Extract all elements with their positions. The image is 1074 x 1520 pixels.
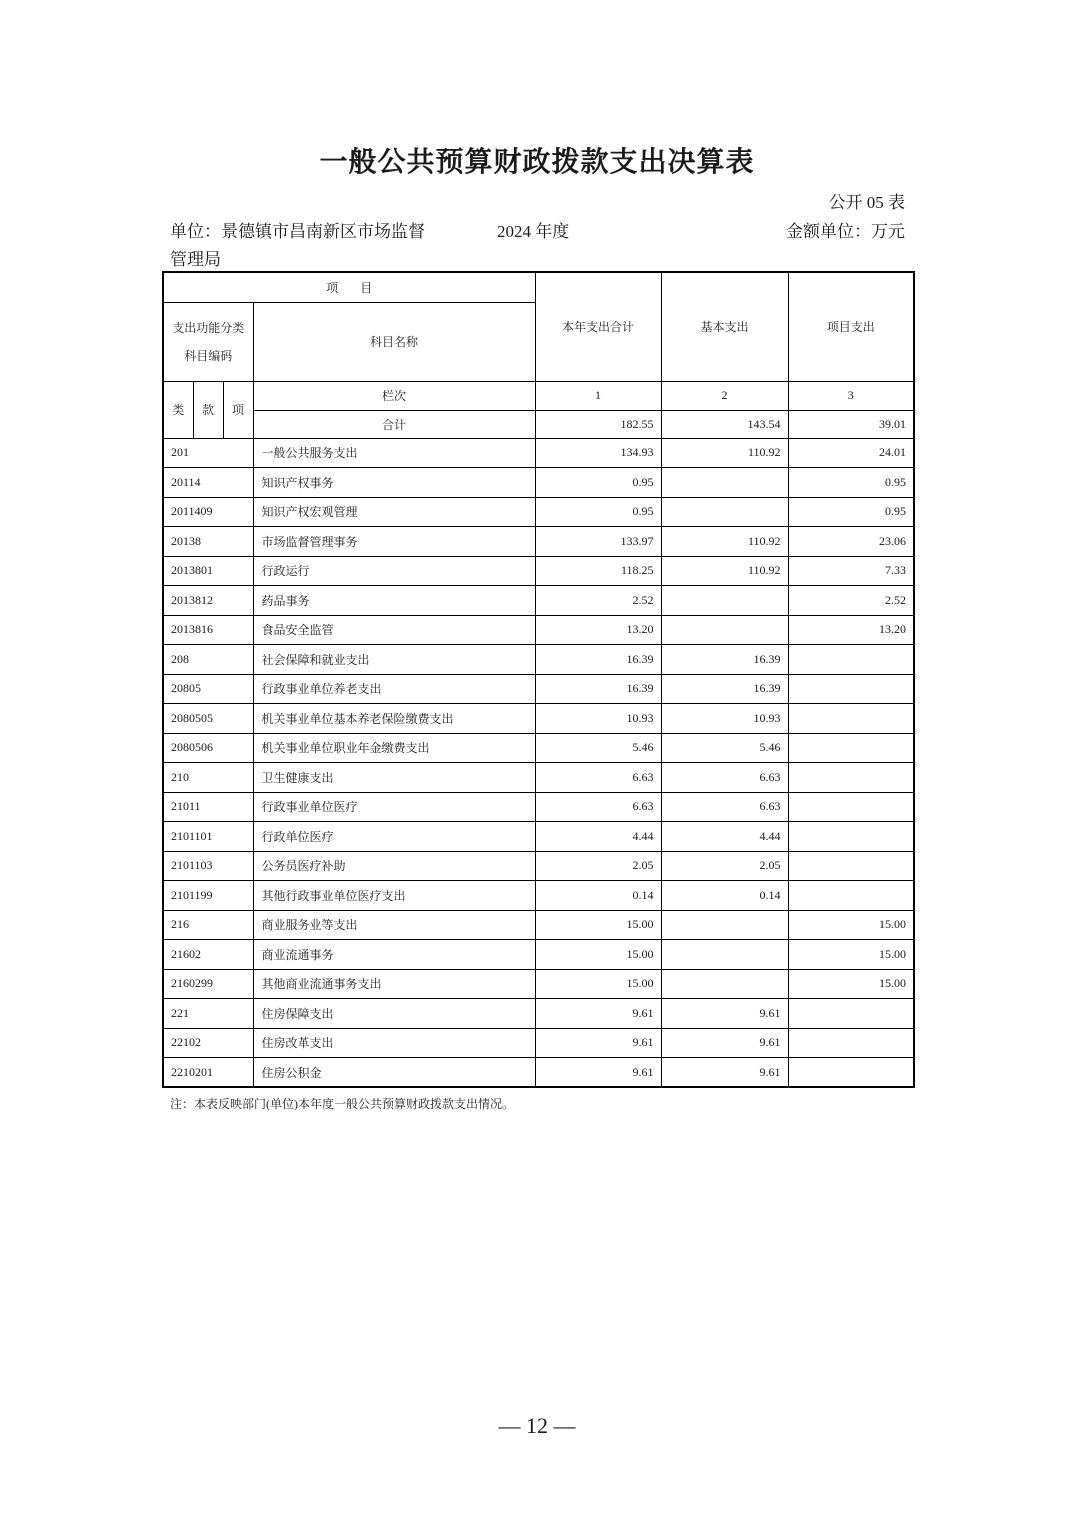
subject-name: 一般公共服务支出: [253, 438, 535, 468]
basic-amount: [661, 497, 788, 527]
total-amount: 5.46: [535, 733, 661, 763]
subject-name: 商业服务业等支出: [253, 910, 535, 940]
project-amount: [788, 733, 914, 763]
total-row: [163, 410, 914, 438]
project-amount: 15.00: [788, 910, 914, 940]
total-amount: 133.97: [535, 527, 661, 557]
total-amount: 10.93: [535, 704, 661, 734]
subject-code: 2013816: [163, 615, 253, 645]
subject-name-header: 科目名称: [253, 302, 535, 381]
subject-name: 知识产权宏观管理: [253, 497, 535, 527]
subject-code: 21011: [163, 792, 253, 822]
project-amount: [788, 792, 914, 822]
total-label: 合计: [253, 410, 535, 438]
subject-name: 机关事业单位职业年金缴费支出: [253, 733, 535, 763]
table-row: [163, 615, 914, 645]
code-group-header: [163, 302, 253, 381]
total-amount: 2.52: [535, 586, 661, 616]
column-number: 3: [788, 381, 914, 410]
table-row: [163, 910, 914, 940]
total-amount: 2.05: [535, 851, 661, 881]
subject-name: 其他商业流通事务支出: [253, 969, 535, 999]
subject-code: 208: [163, 645, 253, 675]
basic-header: 基本支出: [661, 272, 788, 381]
subject-name: 行政事业单位医疗: [253, 792, 535, 822]
total-header: 本年支出合计: [535, 272, 661, 381]
basic-amount: 16.39: [661, 674, 788, 704]
subject-code: 210: [163, 763, 253, 793]
total-amount: 6.63: [535, 763, 661, 793]
subject-code: 20114: [163, 468, 253, 498]
basic-amount: 110.92: [661, 438, 788, 468]
kuan-header: 款: [193, 381, 223, 438]
basic-amount: [661, 940, 788, 970]
basic-amount: [661, 615, 788, 645]
total-amount: 4.44: [535, 822, 661, 852]
basic-amount: 16.39: [661, 645, 788, 675]
total-amount: 118.25: [535, 556, 661, 586]
subject-name: 行政单位医疗: [253, 822, 535, 852]
page-number: — 12 —: [498, 1413, 576, 1438]
total-amount: 15.00: [535, 940, 661, 970]
subject-code: 2080505: [163, 704, 253, 734]
subject-name: 住房公积金: [253, 1058, 535, 1088]
basic-amount: [661, 586, 788, 616]
project-amount: [788, 704, 914, 734]
project-amount: [788, 822, 914, 852]
basic-amount: 6.63: [661, 792, 788, 822]
code-group-header-line1: 支出功能分类: [172, 320, 245, 335]
total-amount: 9.61: [535, 1058, 661, 1088]
project-amount: 23.06: [788, 527, 914, 557]
subject-name: 其他行政事业单位医疗支出: [253, 881, 535, 911]
column-number: 1: [535, 381, 661, 410]
subject-code: 221: [163, 999, 253, 1029]
header-row: [163, 272, 914, 302]
table-row: [163, 881, 914, 911]
basic-amount: 110.92: [661, 556, 788, 586]
total-amount: 0.95: [535, 497, 661, 527]
total-amount: 0.95: [535, 468, 661, 498]
project-amount: 0.95: [788, 468, 914, 498]
subject-code: 2160299: [163, 969, 253, 999]
project-amount: 0.95: [788, 497, 914, 527]
basic-amount: 0.14: [661, 881, 788, 911]
basic-amount: [661, 468, 788, 498]
column-number-label: 栏次: [253, 381, 535, 410]
table-row: [163, 1028, 914, 1058]
column-number-row: [163, 381, 914, 410]
total-amount: 9.61: [535, 999, 661, 1029]
project-amount: [788, 999, 914, 1029]
table-note: 注：本表反映部门(单位)本年度一般公共预算财政拨款支出情况。: [170, 1097, 514, 1111]
project-amount: 13.20: [788, 615, 914, 645]
subject-code: 2101199: [163, 881, 253, 911]
project-amount: [788, 1028, 914, 1058]
subject-name: 知识产权事务: [253, 468, 535, 498]
project-amount: 15.00: [788, 969, 914, 999]
table-row: [163, 586, 914, 616]
table-row: [163, 763, 914, 793]
total-amount: 134.93: [535, 438, 661, 468]
subject-name: 行政事业单位养老支出: [253, 674, 535, 704]
page-title: 一般公共预算财政拨款支出决算表: [319, 147, 755, 178]
total-amount: 16.39: [535, 645, 661, 675]
table-row: [163, 851, 914, 881]
subject-code: 2011409: [163, 497, 253, 527]
table-row: [163, 556, 914, 586]
amount-unit: 金额单位：万元: [786, 222, 905, 241]
table-row: [163, 674, 914, 704]
table-row: [163, 468, 914, 498]
table-row: [163, 704, 914, 734]
table-body: [163, 438, 914, 1087]
basic-amount: [661, 969, 788, 999]
subject-code: 20805: [163, 674, 253, 704]
subject-code: 2210201: [163, 1058, 253, 1088]
project-amount: [788, 674, 914, 704]
project-amount: 24.01: [788, 438, 914, 468]
basic-amount: 4.44: [661, 822, 788, 852]
table-row: [163, 438, 914, 468]
subject-code: 22102: [163, 1028, 253, 1058]
basic-amount: 9.61: [661, 999, 788, 1029]
subject-code: 2080506: [163, 733, 253, 763]
xiang-header: 项: [223, 381, 253, 438]
basic-amount: 9.61: [661, 1058, 788, 1088]
table-row: [163, 497, 914, 527]
subject-name: 市场监督管理事务: [253, 527, 535, 557]
unit-label-continued: 管理局: [170, 250, 221, 269]
subject-name: 住房保障支出: [253, 999, 535, 1029]
subject-name: 住房改革支出: [253, 1028, 535, 1058]
table-row: [163, 733, 914, 763]
table-row: [163, 1058, 914, 1088]
subject-name: 卫生健康支出: [253, 763, 535, 793]
project-amount: 7.33: [788, 556, 914, 586]
total-amount: 0.14: [535, 881, 661, 911]
subject-code: 2013812: [163, 586, 253, 616]
table-row: [163, 792, 914, 822]
table-row: [163, 940, 914, 970]
basic-amount: 6.63: [661, 763, 788, 793]
project-amount: 2.52: [788, 586, 914, 616]
project-amount: [788, 851, 914, 881]
subject-code: 201: [163, 438, 253, 468]
project-header: 项目支出: [788, 272, 914, 381]
project-amount: [788, 1058, 914, 1088]
expenditure-table: [162, 271, 915, 1088]
subject-name: 机关事业单位基本养老保险缴费支出: [253, 704, 535, 734]
table-row: [163, 527, 914, 557]
code-group-header-line2: 科目编码: [184, 348, 233, 363]
basic-amount: 9.61: [661, 1028, 788, 1058]
column-number: 2: [661, 381, 788, 410]
subject-name: 行政运行: [253, 556, 535, 586]
fiscal-year: 2024 年度: [497, 222, 570, 241]
table-row: [163, 822, 914, 852]
subject-name: 食品安全监管: [253, 615, 535, 645]
total-amount: 6.63: [535, 792, 661, 822]
table-row: [163, 645, 914, 675]
total-amount: 13.20: [535, 615, 661, 645]
lei-header: 类: [163, 381, 193, 438]
basic-amount: 2.05: [661, 851, 788, 881]
basic-amount: 5.46: [661, 733, 788, 763]
subject-name: 商业流通事务: [253, 940, 535, 970]
item-header: 项目: [163, 272, 535, 302]
subject-name: 药品事务: [253, 586, 535, 616]
total-amount: 15.00: [535, 910, 661, 940]
subject-code: 216: [163, 910, 253, 940]
project-amount: [788, 645, 914, 675]
basic-amount: 110.92: [661, 527, 788, 557]
total-amount: 16.39: [535, 674, 661, 704]
subject-name: 公务员医疗补助: [253, 851, 535, 881]
table-row: [163, 969, 914, 999]
subject-code: 2101101: [163, 822, 253, 852]
subject-code: 20138: [163, 527, 253, 557]
project-amount: [788, 763, 914, 793]
subject-name: 社会保障和就业支出: [253, 645, 535, 675]
unit-label: 单位：景德镇市昌南新区市场监督: [170, 222, 425, 241]
subject-code: 2013801: [163, 556, 253, 586]
project-amount: [788, 881, 914, 911]
project-amount: 15.00: [788, 940, 914, 970]
basic-amount: 10.93: [661, 704, 788, 734]
basic-amount: [661, 910, 788, 940]
subject-code: 21602: [163, 940, 253, 970]
form-number: 公开 05 表: [828, 193, 905, 212]
total-amount: 182.55: [535, 410, 661, 438]
total-amount: 15.00: [535, 969, 661, 999]
table-row: [163, 999, 914, 1029]
basic-amount: 143.54: [661, 410, 788, 438]
subject-code: 2101103: [163, 851, 253, 881]
total-amount: 9.61: [535, 1028, 661, 1058]
project-amount: 39.01: [788, 410, 914, 438]
